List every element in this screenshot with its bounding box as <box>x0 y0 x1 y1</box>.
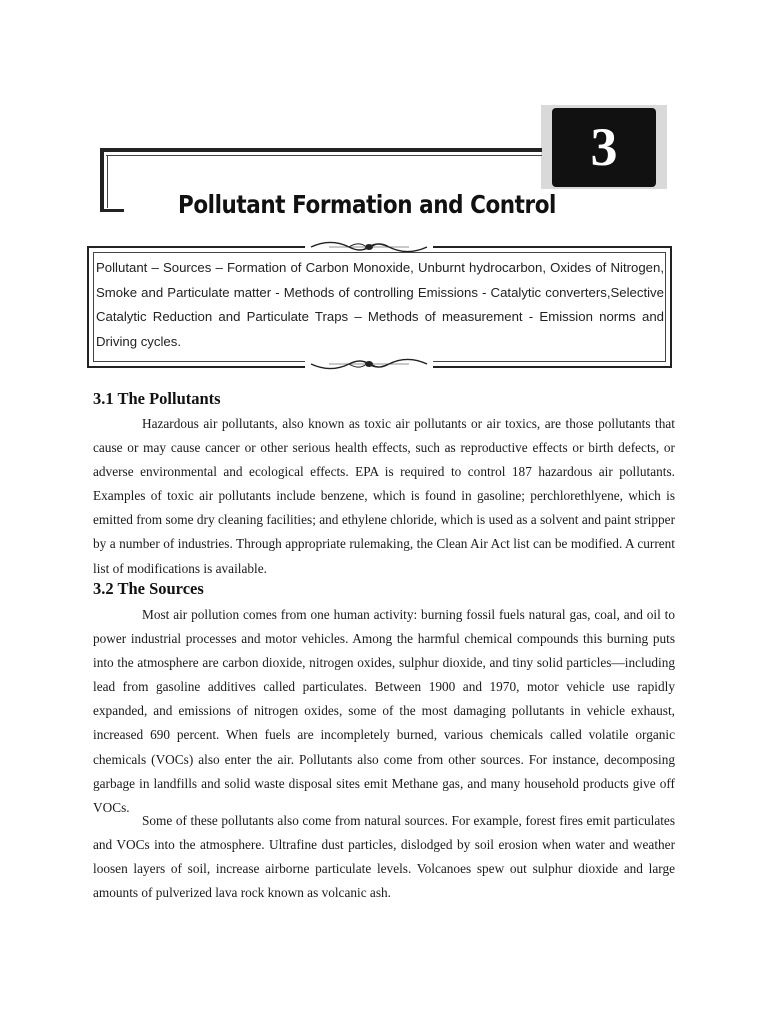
title-bracket-bottom <box>100 209 124 212</box>
ornament-flourish-bottom-icon <box>309 357 429 371</box>
title-bracket-top-inner <box>106 155 542 156</box>
title-bracket-left <box>100 148 104 212</box>
chapter-title: Pollutant Formation and Control <box>178 190 556 219</box>
paragraph-sources-2: Some of these pollutants also come from natural sources. For example, forest fires emit particulates and VOCs into the atmosphere. Ultrafine dust particles, dislodged by soil erosion when water and weather loosen layers of soil, increase airborne particulate levels. Volcanoes spew out sulphur dioxide and large amounts of pulverized lava rock known as volcanic ash. <box>93 813 675 901</box>
paragraph-sources-1: Most air pollution comes from one human activity: burning fossil fuels natural gas, coal, and oil to power industrial processes and motor vehicles. Among the harmful chemical compounds this burning puts into the atmosphere are carbon dioxide, nitrogen oxides, sulphur dioxide, and tiny solid particles—including lead from gasoline additives called particulates. Between 1900 and 1970, motor vehicle use rapidly expanded, and emissions of nitrogen oxides, some of the most damaging pollutants in vehicle exhaust, increased 690 percent. When fuels are incompletely burned, various chemicals called volatile organic chemicals (VOCs) also enter the air. Pollutants also come from other sources. For instance, decomposing garbage in landfills and solid waste disposal sites emit Methane gas, and many household products give off VOCs. <box>93 607 675 815</box>
section-heading-sources: 3.2 The Sources <box>93 579 204 598</box>
section-heading-pollutants: 3.1 The Pollutants <box>93 389 221 408</box>
paragraph-pollutants: Hazardous air pollutants, also known as toxic air pollutants or air toxics, are those pollutants that cause or may cause cancer or other serious health effects, such as reproductive effects or birth defects, or adverse environmental and ecological effects. EPA is required to control 187 hazardous air pollutants. Examples of toxic air pollutants include benzene, which is found in gasoline; perchlorethlyene, which is emitted from some dry cleaning facilities; and ethylene chloride, which is used as a solvent and paint stripper by a number of industries. Through appropriate rulemaking, the Clean Air Act list can be modified. A current list of modifications is available. <box>93 416 675 576</box>
title-bracket-top <box>100 148 542 152</box>
ornament-flourish-top-icon <box>309 240 429 254</box>
title-bracket-left-inner <box>107 155 108 208</box>
chapter-number: 3 <box>552 108 656 187</box>
chapter-summary-text: Pollutant – Sources – Formation of Carbon Monoxide, Unburnt hydrocarbon, Oxides of Nitrogen, Smoke and Particulate matter - Methods of controlling Emissions - Catalytic converters,Selective Catalytic Reduction and Particulate Traps – Methods of measurement - Emission norms and Driving cycles. <box>96 260 664 349</box>
